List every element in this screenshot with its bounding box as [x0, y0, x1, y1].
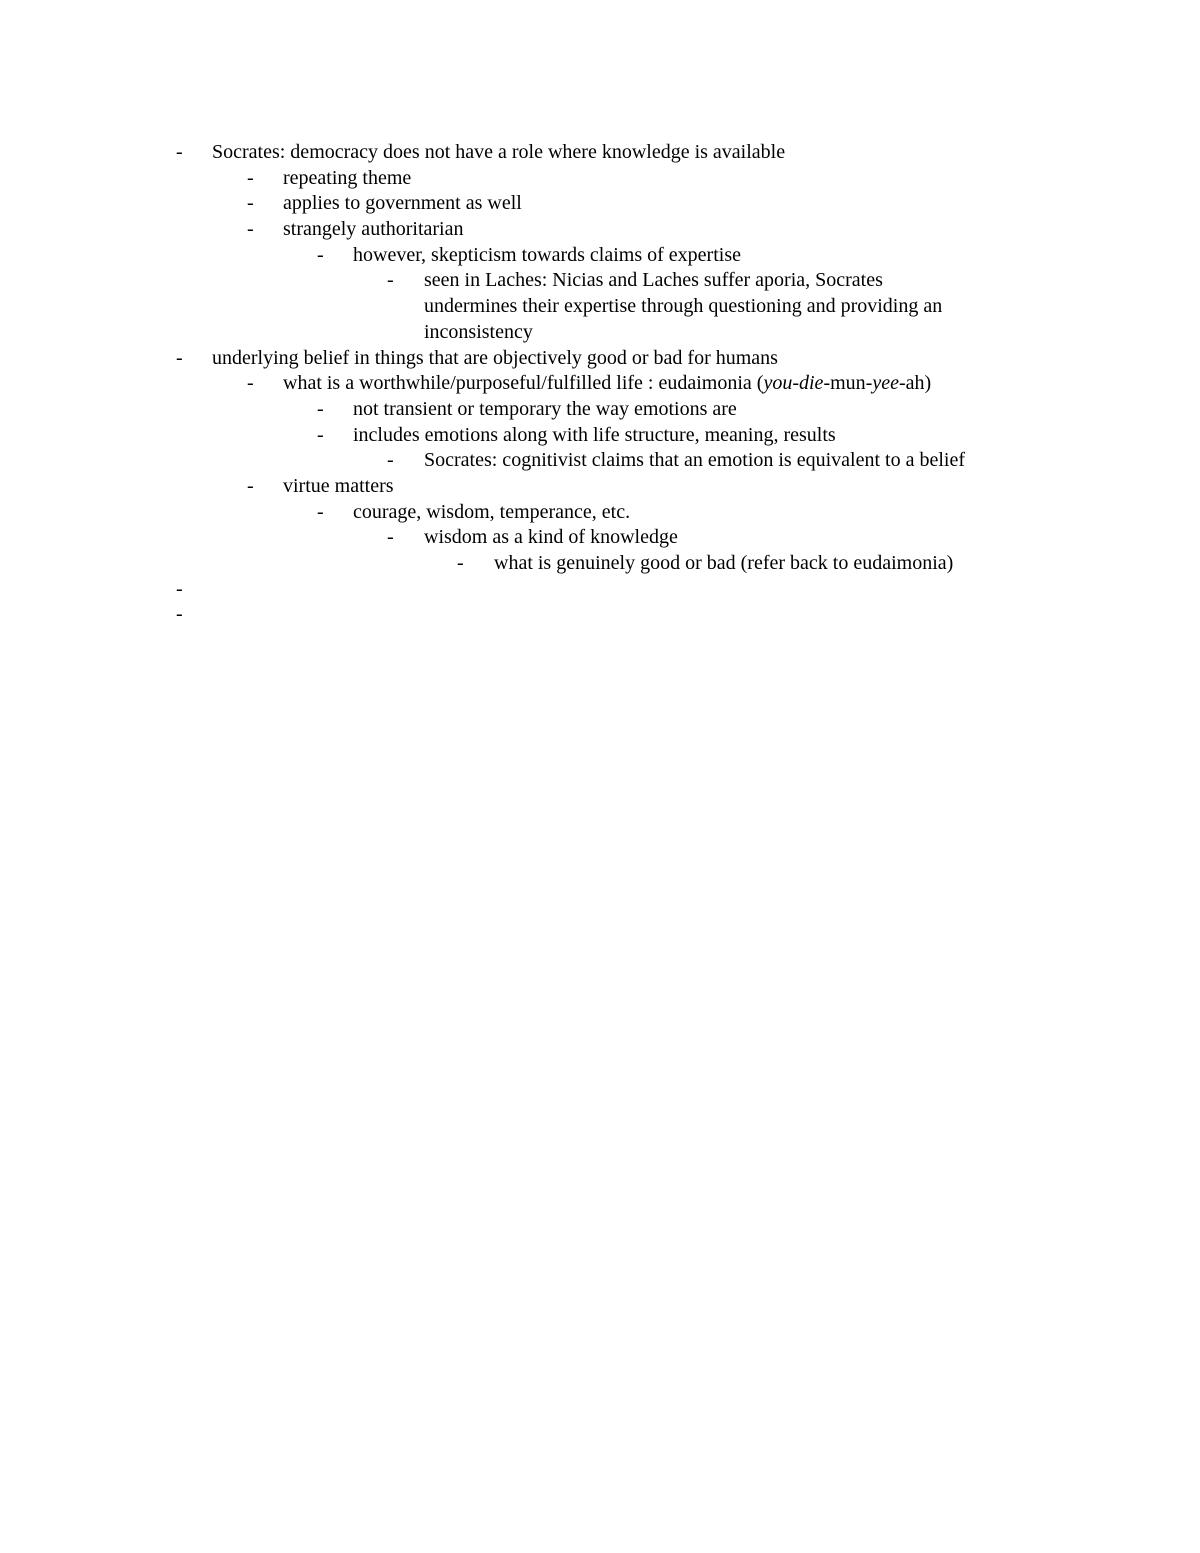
list-item — [0, 474, 1200, 500]
list-item — [0, 551, 1200, 577]
list-item-continuation — [0, 294, 1200, 320]
bullet-dash: - — [317, 423, 324, 446]
pronunciation-emphasis: you — [763, 372, 793, 395]
list-item-text — [283, 371, 931, 397]
list-item-text: inconsistency — [424, 320, 533, 343]
list-item-text: undermines their expertise through questioning and providing an — [424, 295, 943, 318]
list-item-text: repeating theme — [283, 166, 412, 189]
bullet-dash: - — [176, 577, 183, 600]
list-item-text: what is genuinely good or bad (refer back to eudaimonia) — [494, 552, 954, 574]
pronunciation-emphasis: die — [799, 372, 824, 395]
list-item — [0, 217, 1200, 243]
list-item — [0, 397, 1200, 423]
list-item — [0, 346, 1200, 372]
bullet-dash: - — [317, 243, 324, 266]
list-item — [0, 423, 1200, 449]
list-item-text: Socrates: cognitivist claims that an emotion is equivalent to a belief — [424, 449, 965, 472]
list-item — [0, 525, 1200, 551]
list-item-text: underlying belief in things that are objectively good or bad for humans — [212, 346, 778, 369]
list-item — [0, 166, 1200, 192]
text-segment: ) — [924, 372, 932, 395]
list-item-text: however, skepticism towards claims of expertise — [353, 243, 741, 266]
list-item — [0, 191, 1200, 217]
list-item-text: applies to government as well — [283, 192, 522, 215]
list-item — [0, 371, 1200, 397]
bullet-dash: - — [176, 346, 183, 369]
bullet-dash: - — [247, 166, 254, 189]
text-segment: what is a worthwhile/purposeful/fulfilled life : eudaimonia ( — [283, 372, 764, 395]
pronunciation-segment: -mun- — [823, 372, 873, 395]
notes-list — [0, 140, 1200, 628]
bullet-dash: - — [247, 218, 254, 241]
list-item-continuation — [0, 320, 1200, 346]
pronunciation-segment: -ah — [898, 372, 925, 395]
bullet-dash: - — [387, 449, 394, 472]
list-item — [0, 268, 1200, 294]
bullet-dash: - — [247, 474, 254, 497]
list-item-text: virtue matters — [283, 474, 394, 497]
pronunciation-segment: - — [792, 372, 799, 395]
bullet-dash: - — [317, 397, 324, 420]
list-item-text: seen in Laches: Nicias and Laches suffer aporia, Socrates — [424, 269, 883, 292]
list-item — [0, 500, 1200, 526]
list-item-empty — [0, 602, 1200, 628]
bullet-dash: - — [176, 603, 183, 626]
list-item-text: includes emotions along with life structure, meaning, results — [353, 423, 836, 446]
list-item-text: not transient or temporary the way emotions are — [353, 397, 737, 420]
list-item-text: Socrates: democracy does not have a role where knowledge is available — [212, 141, 786, 163]
list-item-text: courage, wisdom, temperance, etc. — [353, 500, 631, 523]
bullet-dash: - — [247, 192, 254, 215]
bullet-dash: - — [457, 552, 464, 574]
bullet-dash: - — [387, 526, 394, 549]
list-item — [0, 448, 1200, 474]
list-item-text: strangely authoritarian — [283, 218, 464, 241]
bullet-dash: - — [387, 269, 394, 292]
bullet-dash: - — [176, 141, 183, 163]
list-item-text: wisdom as a kind of knowledge — [424, 526, 678, 549]
pronunciation-emphasis: yee — [872, 372, 899, 395]
list-item — [0, 243, 1200, 269]
list-item — [0, 140, 1200, 166]
bullet-dash: - — [317, 500, 324, 523]
list-item-empty — [0, 577, 1200, 603]
bullet-dash: - — [247, 372, 254, 395]
